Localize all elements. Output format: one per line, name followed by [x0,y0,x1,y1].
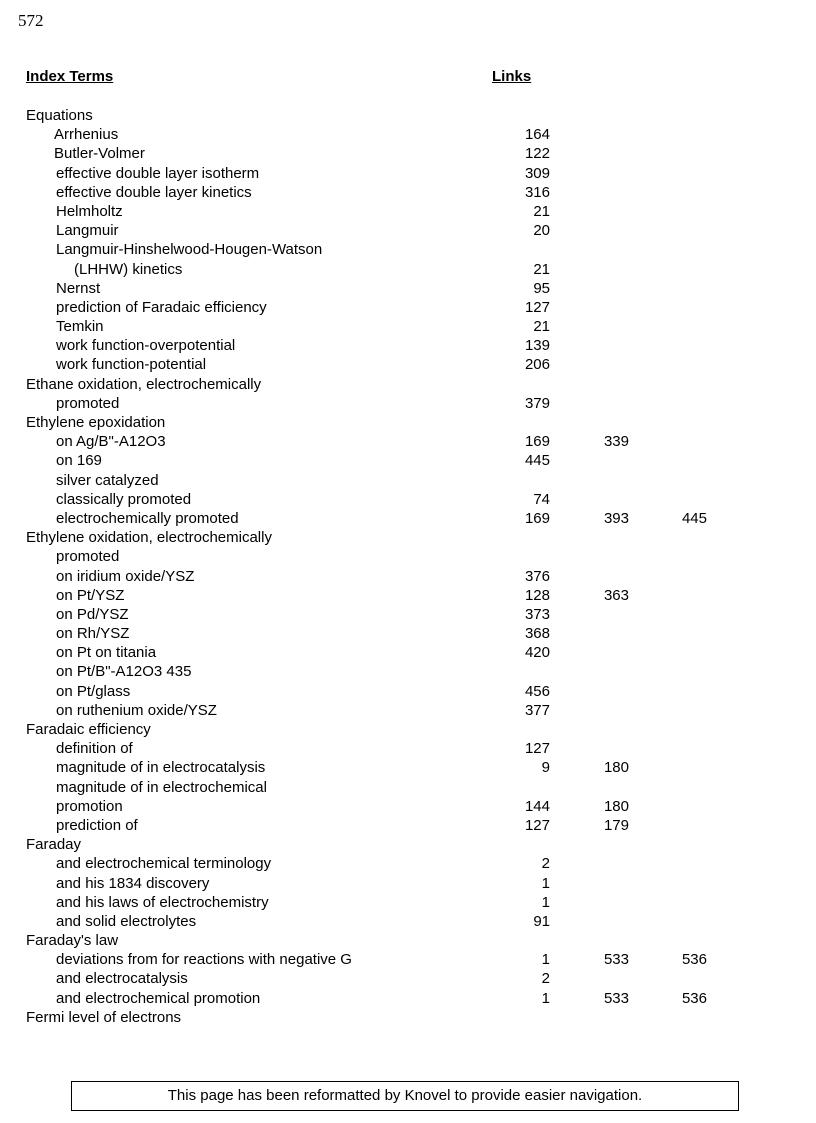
index-term: Helmholtz [56,202,123,220]
index-term: promoted [56,394,120,412]
page-link[interactable]: 376 [524,567,550,585]
page-link[interactable]: 363 [603,586,629,604]
index-term: on Pt on titania [56,644,157,662]
index-term: promoted [56,548,120,566]
index-term: Faraday's law [26,932,119,950]
page-link[interactable]: 128 [524,586,550,604]
index-term: effective double layer isotherm [56,164,260,182]
index-entry [0,758,816,777]
index-entry [0,260,816,279]
index-term: Arrhenius [54,126,119,144]
page-link[interactable]: 533 [603,989,629,1007]
index-entry [0,720,816,739]
page-link[interactable]: 74 [533,490,550,508]
index-term: on 169 [56,452,102,470]
index-entry [0,375,816,394]
page-link[interactable]: 445 [524,452,550,470]
index-term: on Rh/YSZ [56,625,130,643]
index-term: definition of [56,740,133,758]
index-term: and electrocatalysis [56,970,188,988]
index-entry [0,643,816,662]
page-link[interactable]: 164 [524,126,550,144]
index-entry [0,125,816,144]
page-link[interactable]: 379 [524,394,550,412]
page-link[interactable]: 2 [541,855,550,873]
page-number: 572 [18,11,44,30]
index-entry [0,144,816,163]
index-term: Fermi level of electrons [26,1008,182,1026]
page-link[interactable]: 127 [524,740,550,758]
index-list [0,106,816,1027]
index-entry [0,816,816,835]
page-link[interactable]: 309 [524,164,550,182]
index-entry [0,931,816,950]
index-entry [0,624,816,643]
index-entry [0,164,816,183]
knovel-notice: This page has been reformatted by Knovel to provide easier navigation. [71,1081,739,1111]
page-link[interactable]: 2 [541,970,550,988]
index-entry [0,240,816,259]
page-link[interactable]: 420 [524,644,550,662]
index-entry [0,202,816,221]
index-term: on ruthenium oxide/YSZ [56,701,217,719]
page-link[interactable]: 316 [524,183,550,201]
index-term: silver catalyzed [56,471,159,489]
index-entry [0,662,816,681]
index-entry [0,490,816,509]
index-term: prediction of [56,816,138,834]
index-term: and electrochemical terminology [56,855,272,873]
index-entry [0,912,816,931]
page-link[interactable]: 445 [681,509,707,527]
index-term: and his 1834 discovery [56,874,210,892]
index-entry [0,451,816,470]
index-entry [0,298,816,317]
index-entry [0,586,816,605]
index-entry [0,394,816,413]
index-term: and his laws of electrochemistry [56,893,269,911]
page-link[interactable]: 456 [524,682,550,700]
index-entry [0,969,816,988]
index-term: deviations from for reactions with negative G [56,951,352,969]
page-link[interactable]: 180 [603,797,629,815]
index-entry [0,336,816,355]
index-term: effective double layer kinetics [56,183,252,201]
index-term: Ethane oxidation, electrochemically [26,375,262,393]
page-link[interactable]: 95 [533,279,550,297]
index-entry [0,874,816,893]
page-link[interactable]: 206 [524,356,550,374]
page-link[interactable]: 1 [541,893,550,911]
index-entry [0,183,816,202]
page-link[interactable]: 21 [533,260,550,278]
links-header: Links [492,68,532,85]
index-entry [0,989,816,1008]
page-link[interactable]: 139 [524,337,550,355]
index-term: on Pt/glass [56,682,131,700]
index-entry [0,509,816,528]
page-link[interactable]: 179 [603,816,629,834]
page-link[interactable]: 533 [603,951,629,969]
page-link[interactable]: 122 [524,145,550,163]
page-link[interactable]: 1 [541,874,550,892]
index-term: on Pt/YSZ [56,586,125,604]
page-link[interactable]: 144 [524,797,550,815]
page-link[interactable]: 9 [541,759,550,777]
index-entry [0,471,816,490]
index-term: Ethylene oxidation, electrochemically [26,529,272,547]
index-entry [0,528,816,547]
index-term: Nernst [56,279,101,297]
page-link[interactable]: 169 [524,509,550,527]
page-link[interactable]: 21 [533,318,550,336]
index-term: Faradaic efficiency [26,721,151,738]
index-term: promotion [56,797,123,815]
index-term: work function-potential [56,356,207,374]
index-term: and electrochemical promotion [56,989,261,1007]
index-term: work function-overpotential [56,337,236,355]
page-link[interactable]: 20 [533,222,550,240]
page-link[interactable]: 21 [533,202,550,220]
page-link[interactable]: 536 [681,951,707,969]
index-term: on Pd/YSZ [56,605,129,623]
index-term: Langmuir-Hinshelwood-Hougen-Watson [56,241,323,259]
index-term: and solid electrolytes [56,912,197,930]
index-term: Butler-Volmer [54,145,145,163]
index-entry [0,355,816,374]
index-entry [0,854,816,873]
index-term: Faraday [26,836,82,854]
index-term: prediction of Faradaic efficiency [56,298,267,316]
index-term: (LHHW) kinetics [74,260,183,278]
page-link[interactable]: 91 [533,912,550,930]
index-entry [0,739,816,758]
index-entry [0,893,816,912]
page-link[interactable]: 1 [541,951,550,969]
index-entry [0,835,816,854]
index-term: magnitude of in electrochemical [56,778,267,796]
page-link[interactable]: 127 [524,816,550,834]
index-term: Temkin [56,318,104,336]
page-link[interactable]: 127 [524,298,550,316]
page-link[interactable]: 180 [603,759,629,777]
index-entry [0,701,816,720]
index-entry [0,413,816,432]
index-term: Langmuir [56,222,119,240]
index-terms-header: Index Terms [26,68,114,85]
index-term: on Ag/B"-A12O3 [56,433,166,451]
index-term: magnitude of in electrocatalysis [56,759,266,777]
index-term: classically promoted [56,490,192,508]
index-entry [0,547,816,566]
page-link[interactable]: 377 [524,701,550,719]
index-term: Ethylene epoxidation [26,414,166,431]
index-entry [0,682,816,701]
index-term: Equations [26,107,93,124]
index-entry [0,950,816,969]
index-entry [0,797,816,816]
index-entry [0,567,816,586]
index-entry [0,106,816,125]
index-entry [0,1008,816,1027]
index-term: electrochemically promoted [56,509,239,527]
index-entry [0,279,816,298]
index-entry [0,778,816,797]
index-entry [0,432,816,451]
index-entry [0,605,816,624]
page-link[interactable]: 368 [524,625,550,643]
page-link[interactable]: 373 [524,605,550,623]
page-link[interactable]: 169 [524,433,550,451]
page-link[interactable]: 393 [603,509,629,527]
index-entry [0,221,816,240]
index-term: on Pt/B"-A12O3 435 [56,663,192,681]
page-link[interactable]: 1 [541,989,550,1007]
page-link[interactable]: 339 [603,433,629,451]
page-link[interactable]: 536 [681,989,707,1007]
index-entry [0,317,816,336]
index-term: on iridium oxide/YSZ [56,567,195,585]
